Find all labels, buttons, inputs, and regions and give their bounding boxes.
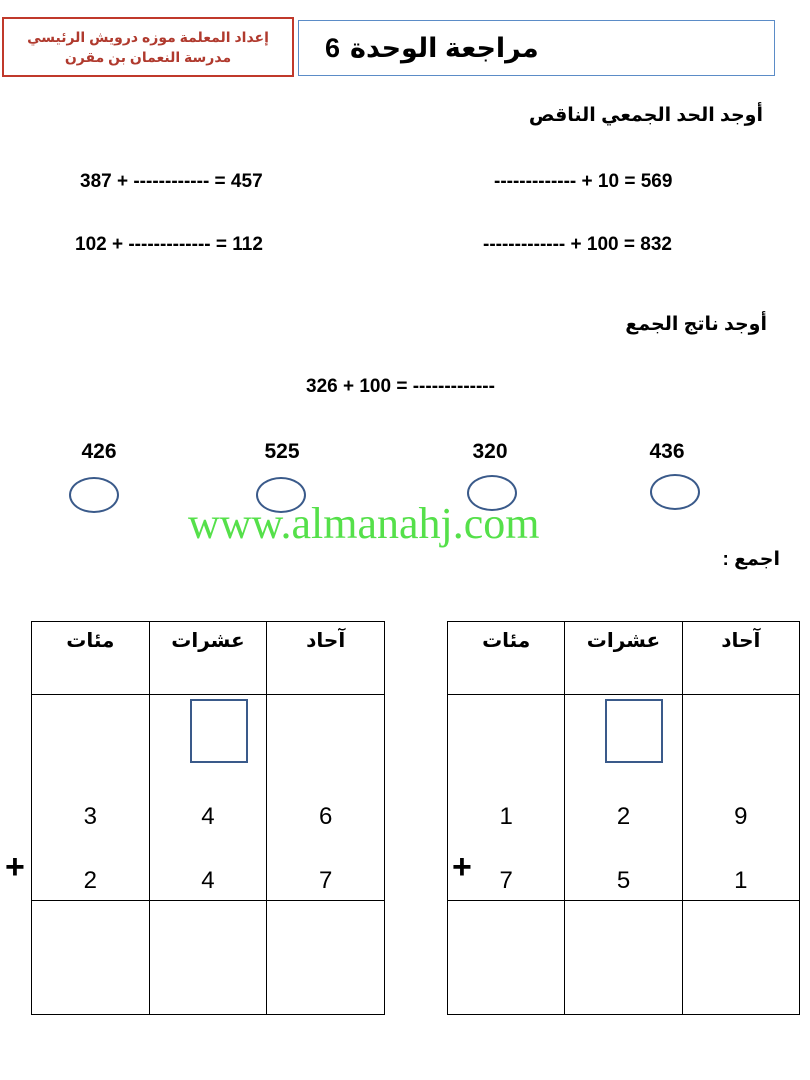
answer-circle[interactable] bbox=[650, 474, 700, 510]
carry-box[interactable] bbox=[605, 699, 663, 763]
digit: 4 bbox=[201, 803, 215, 830]
answer-cell[interactable] bbox=[267, 901, 385, 1015]
digit: 7 bbox=[499, 867, 513, 894]
column-tens: عشرات bbox=[149, 622, 267, 695]
tens-cell bbox=[149, 695, 267, 901]
column-hundreds: مئات bbox=[448, 622, 565, 695]
answer-cell[interactable] bbox=[682, 901, 799, 1015]
option-label: 436 bbox=[649, 440, 685, 463]
digit: 2 bbox=[616, 803, 631, 830]
equation-3: 102 + ------------- = 112 bbox=[75, 234, 263, 255]
digit: 5 bbox=[616, 867, 631, 894]
title-text: مراجعة الوحدة bbox=[350, 32, 539, 63]
place-value-table-left bbox=[31, 621, 385, 1015]
equation-2: ------------- + 10 = 569 bbox=[494, 171, 673, 192]
column-ones: آحاد bbox=[267, 622, 385, 695]
section1-heading: أوجد الحد الجمعي الناقص bbox=[528, 105, 763, 126]
answer-cell[interactable] bbox=[149, 901, 267, 1015]
author-name: إعداد المعلمة موزه درويش الرئيسي bbox=[27, 29, 269, 45]
option-label: 320 bbox=[472, 440, 508, 463]
digit: 7 bbox=[318, 867, 333, 894]
title-number: 6 bbox=[325, 32, 341, 63]
digit: 9 bbox=[734, 803, 748, 830]
column-tens: عشرات bbox=[565, 622, 682, 695]
option-label: 426 bbox=[81, 440, 117, 463]
sum-equation: 326 + 100 = ------------- bbox=[306, 376, 495, 397]
school-name: مدرسة النعمان بن مقرن bbox=[64, 49, 232, 65]
section2-heading: أوجد ناتج الجمع bbox=[625, 314, 767, 335]
digit: 1 bbox=[734, 867, 748, 894]
answer-circle[interactable] bbox=[69, 477, 119, 513]
place-value-table-right bbox=[447, 621, 800, 1015]
tens-cell bbox=[565, 695, 682, 901]
answer-cell[interactable] bbox=[448, 901, 565, 1015]
answer-cell[interactable] bbox=[32, 901, 150, 1015]
answer-cell[interactable] bbox=[565, 901, 682, 1015]
plus-sign: + bbox=[452, 848, 472, 886]
section3-heading: اجمع : bbox=[722, 549, 780, 570]
ones-cell bbox=[682, 695, 799, 901]
plus-sign: + bbox=[5, 848, 25, 886]
digit: 1 bbox=[499, 803, 513, 830]
column-hundreds: مئات bbox=[32, 622, 150, 695]
carry-box[interactable] bbox=[190, 699, 248, 763]
equation-4: ------------- + 100 = 832 bbox=[483, 234, 672, 255]
hundreds-cell bbox=[32, 695, 150, 901]
page-title bbox=[298, 20, 775, 76]
equation-1: 387 + ------------ = 457 bbox=[80, 171, 263, 192]
digit: 4 bbox=[201, 867, 215, 894]
column-ones: آحاد bbox=[682, 622, 799, 695]
digit: 2 bbox=[83, 867, 97, 894]
option-label: 525 bbox=[264, 440, 300, 463]
ones-cell bbox=[267, 695, 385, 901]
author-box bbox=[2, 17, 294, 77]
digit: 6 bbox=[318, 803, 333, 830]
watermark: www.almanahj.com bbox=[188, 499, 540, 548]
digit: 3 bbox=[83, 803, 97, 830]
